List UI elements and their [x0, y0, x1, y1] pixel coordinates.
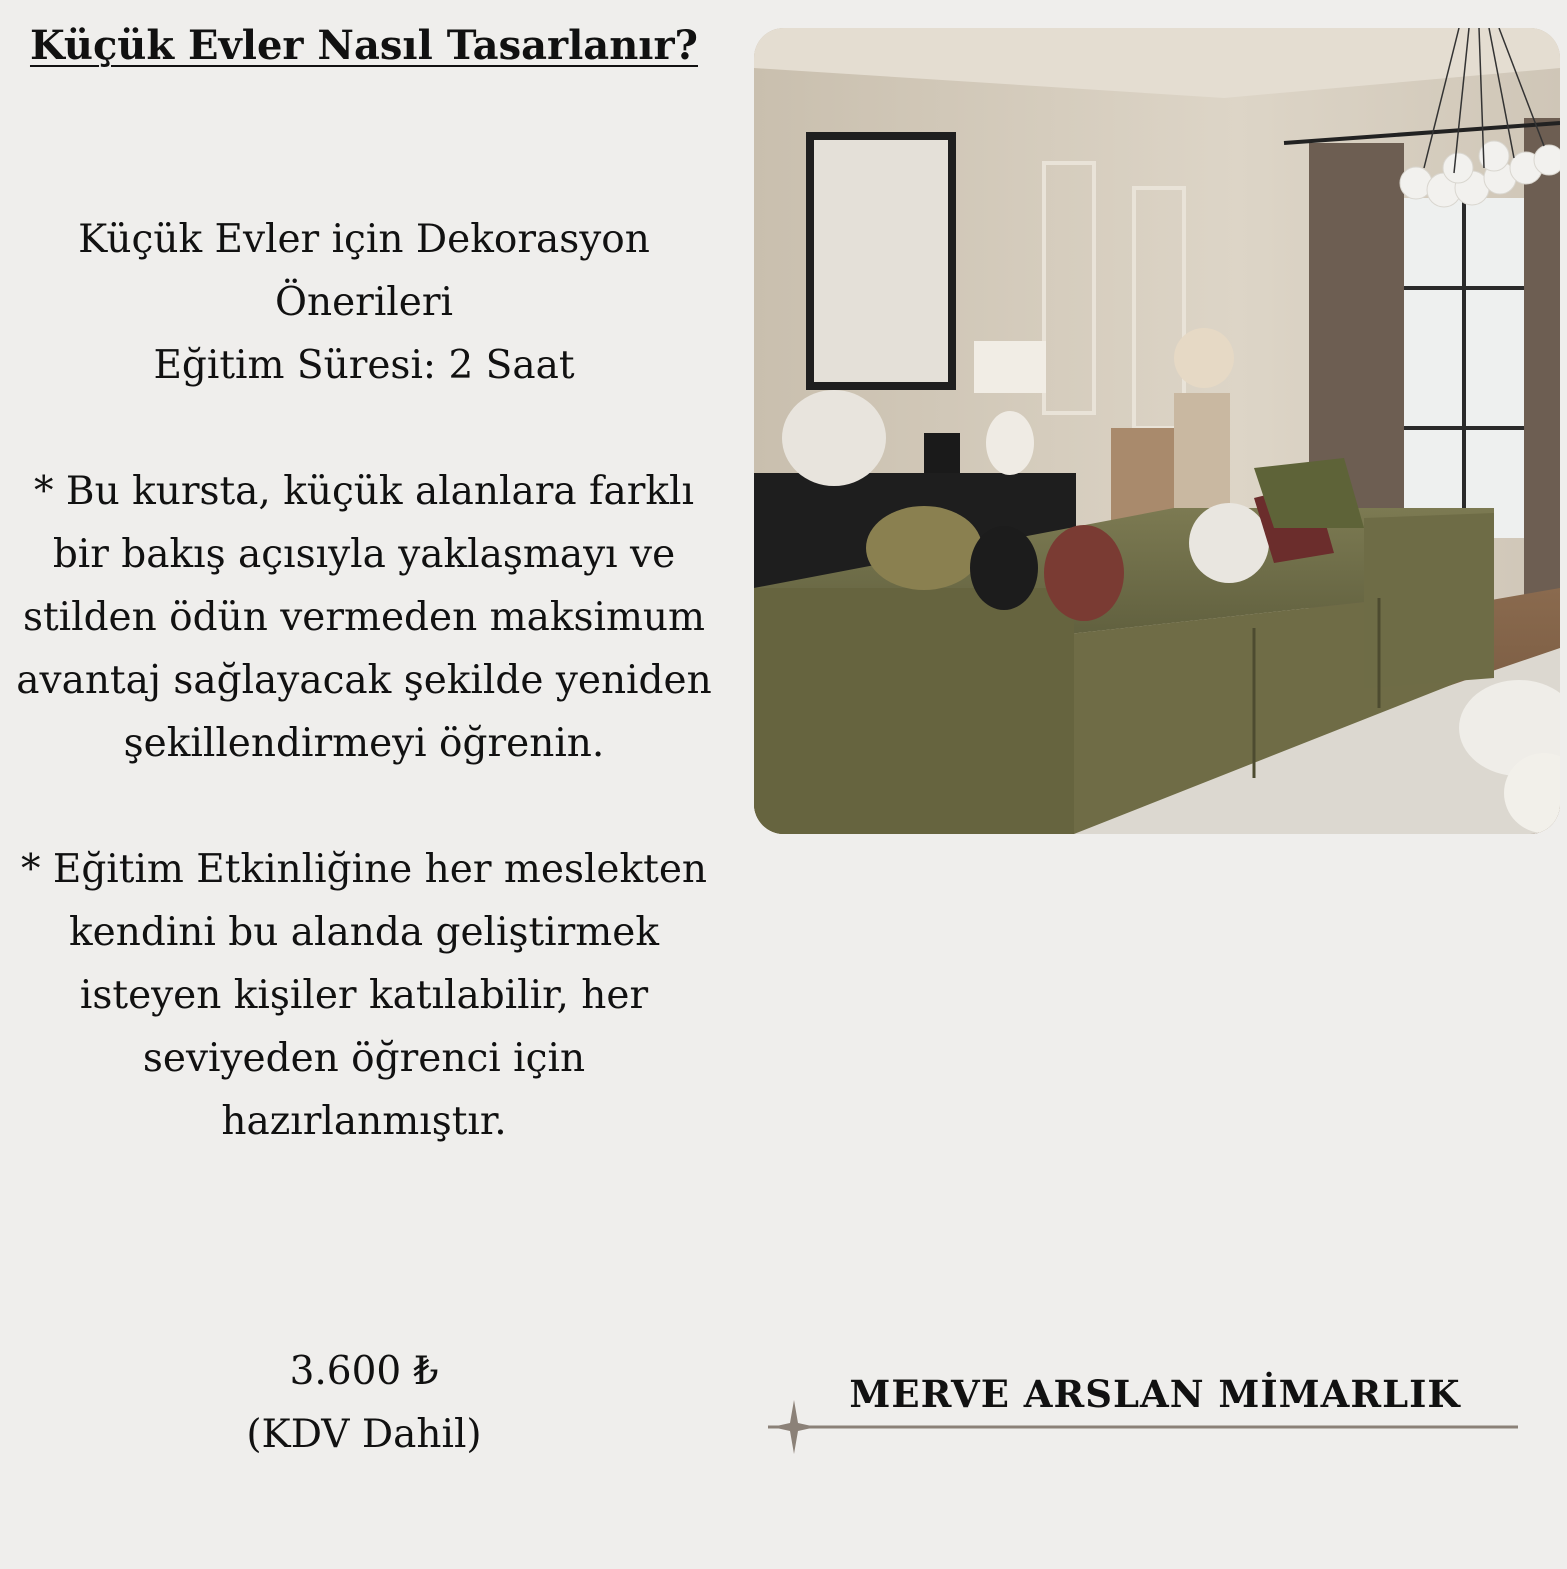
price-block	[0, 1340, 728, 1466]
paragraph-line: isteyen kişiler katılabilir, her	[79, 973, 649, 1018]
paragraph-line: * Bu kursta, küçük alanlara farklı	[34, 469, 694, 514]
brand-name: MERVE ARSLAN MİMARLIK	[849, 1372, 1461, 1416]
brand-divider	[768, 1400, 1518, 1454]
price-note: (KDV Dahil)	[246, 1412, 482, 1457]
paragraph-line: bir bakış açısıyla yaklaşmayı ve	[52, 532, 676, 577]
paragraph-line: stilden ödün vermeden maksimum	[22, 595, 706, 640]
page-title: Küçük Evler Nasıl Tasarlanır?	[29, 22, 698, 69]
paragraph-line: hazırlanmıştır.	[221, 1099, 507, 1144]
duration-line: Eğitim Süresi: 2 Saat	[153, 343, 575, 388]
price-amount: 3.600 ₺	[289, 1349, 439, 1394]
living-room-photo	[754, 28, 1560, 834]
paragraph-line: şekillendirmeyi öğrenin.	[123, 721, 605, 766]
paragraph-line: seviyeden öğrenci için	[142, 1036, 586, 1081]
paragraph-line: * Eğitim Etkinliğine her meslekten	[20, 847, 708, 892]
sparkle-icon	[772, 1400, 816, 1454]
course-description	[0, 208, 728, 1153]
paragraph-line: avantaj sağlayacak şekilde yeniden	[16, 658, 712, 703]
intro-line: Küçük Evler için Dekorasyon	[78, 217, 650, 262]
intro-line: Önerileri	[275, 280, 453, 325]
paragraph-line: kendini bu alanda geliştirmek	[69, 910, 659, 955]
